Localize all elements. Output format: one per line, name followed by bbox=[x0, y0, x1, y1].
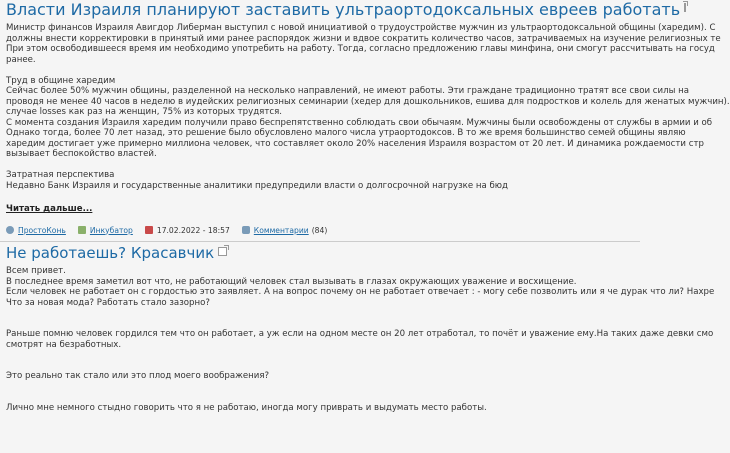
post-2-title-link[interactable]: Не работаешь? Красавчик bbox=[6, 244, 215, 262]
body-line: должны внести корректировки в принятый ими ранее распорядок жизни и вдвое сократить количество часов, затрачиваемых на изучение религиозных те bbox=[6, 33, 721, 44]
paragraph-gap bbox=[6, 160, 640, 171]
paragraph-gap bbox=[6, 319, 640, 330]
category-meta bbox=[78, 226, 133, 235]
body-line: Сейчас более 50% мужчин общины, разделенной на несколько направлений, не имеют работы. Эти граждане традиционно тратят все свои силы на bbox=[6, 86, 689, 96]
body-line: вызывает беспокойство властей. bbox=[6, 149, 157, 159]
body-line: С момента создания Израиля харедим получили право беспрепятственно соблюдать свои обычаям. Мужчины были освобождены от службы в армии и об bbox=[6, 117, 713, 128]
post-divider bbox=[0, 241, 640, 242]
paragraph-gap bbox=[6, 361, 640, 372]
body-line: проводя не менее 40 часов в неделю в иудейских религиозных семинарии (хедер для дошкольников, ешива для подростков и колель для женатых мужчин). bbox=[6, 96, 730, 107]
author-link[interactable]: ПростоКонь bbox=[18, 225, 66, 235]
body-line: Однако тогда, более 70 лет назад, это решение было обусловлено малого числа утраортодоксов. В то же время большинство семей общины являю bbox=[6, 128, 686, 138]
comments-meta bbox=[242, 226, 328, 235]
comments-count: (84) bbox=[311, 225, 328, 235]
paragraph-gap bbox=[6, 308, 640, 319]
post-1-body bbox=[6, 23, 730, 191]
paragraph-gap bbox=[6, 350, 640, 361]
body-line: Всем привет. bbox=[6, 266, 66, 276]
external-link-icon[interactable] bbox=[684, 3, 686, 12]
author-meta bbox=[6, 226, 66, 235]
body-line: Министр финансов Израиля Авигдор Либерман выступил с новой инициативой о трудоустройстве мужчин из ультраортодоксальной общины (харедим). С bbox=[6, 23, 716, 33]
calendar-icon bbox=[145, 226, 153, 234]
post-1-title-link[interactable]: Власти Израиля планируют заставить ультраортодоксальных евреев работать bbox=[6, 0, 681, 19]
post-date: 17.02.2022 - 18:57 bbox=[156, 225, 230, 235]
date-meta bbox=[145, 226, 230, 235]
read-more-link[interactable]: Читать дальше... bbox=[6, 204, 93, 214]
body-line: Труд в общине харедим bbox=[6, 75, 116, 86]
paragraph-gap bbox=[6, 382, 640, 393]
post-1-title-row bbox=[6, 0, 681, 19]
comments-link[interactable]: Комментарии bbox=[253, 225, 309, 235]
post-2-title-row bbox=[6, 244, 640, 262]
body-line: смотрят на безработных. bbox=[6, 339, 122, 350]
category-link[interactable]: Инкубатор bbox=[89, 225, 133, 235]
body-line: Недавно Банк Израиля и государственные аналитики предупредили власти о долгосрочной нагрузке на бюд bbox=[6, 180, 508, 191]
post-2-body bbox=[6, 266, 715, 413]
post-1-meta bbox=[6, 223, 640, 237]
body-line: Это реально так стало или это плод моего воображения? bbox=[6, 371, 270, 381]
body-line: Раньше помню человек гордился тем что он работает, а уж если на одном месте он 20 лет отработал, то почёт и уважение ему.На таких даже девки смо bbox=[6, 329, 714, 339]
external-link-icon[interactable] bbox=[218, 247, 227, 256]
body-line: Лично мне немного стыдно говорить что я не работаю, иногда могу приврать и выдумать место работы. bbox=[6, 402, 487, 413]
post-2 bbox=[0, 244, 715, 413]
body-line: ранее. bbox=[6, 54, 36, 65]
user-icon bbox=[6, 226, 14, 234]
body-line: Если человек не работает он с гордостью это заявляет. А на вопрос почему он не работает отвечает : - могу себе позволить или я че дурак что ли? Нахре bbox=[6, 287, 715, 297]
body-line: харедим достигает уже примерно миллиона человек, что составляет около 20% населения Израиля возрастом от 20 лет. И динамика рождаемости стр bbox=[6, 138, 704, 149]
body-line: В последнее время заметил вот что, не работающий человек стал вызывать в глазах окружающих уважение и восхищение. bbox=[6, 276, 577, 287]
comment-icon bbox=[242, 226, 250, 234]
folder-icon bbox=[78, 226, 86, 234]
body-line: Затратная перспектива bbox=[6, 170, 115, 180]
body-line: случае losses как раз на женщин, 75% из которых трудятся. bbox=[6, 107, 282, 117]
body-line: При этом освободившееся время им необходимо употребить на работу. Тогда, согласно предложению главы минфина, они смогут рассчитывать на госуд bbox=[6, 44, 715, 54]
paragraph-gap bbox=[6, 65, 640, 76]
body-line: Что за новая мода? Работать стало зазорно? bbox=[6, 297, 210, 308]
paragraph-gap bbox=[6, 392, 640, 403]
